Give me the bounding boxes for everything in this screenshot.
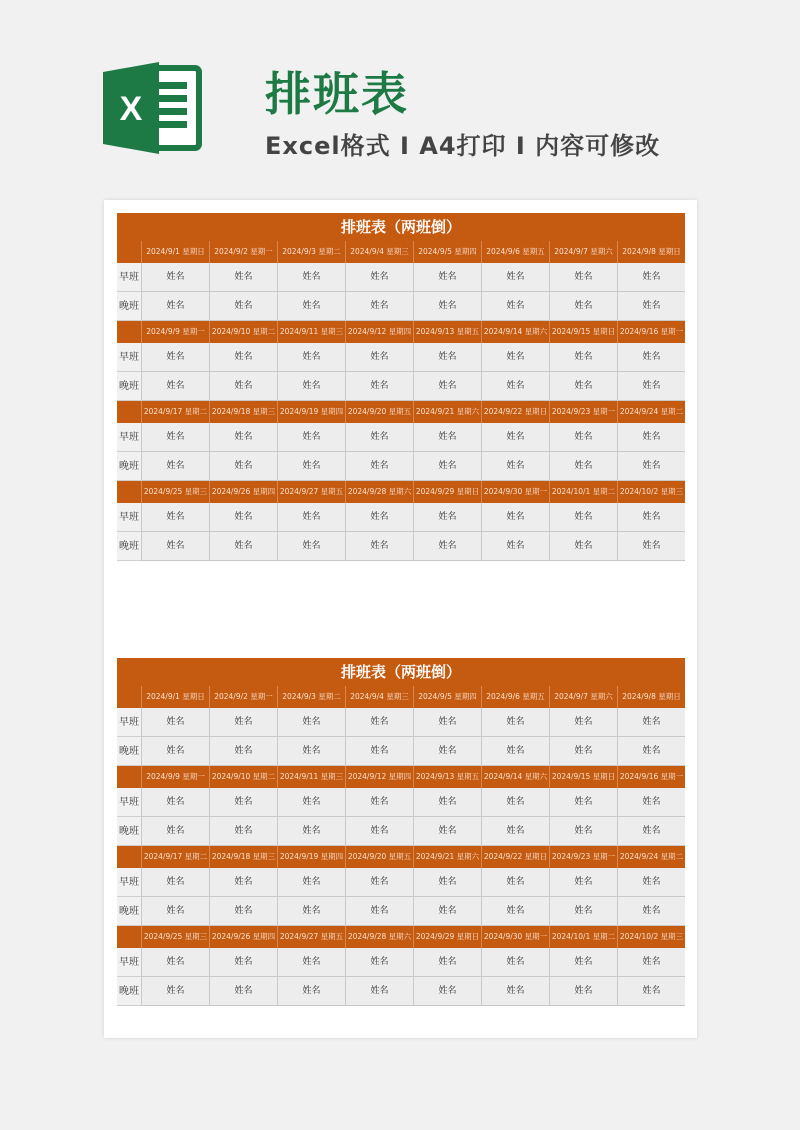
date-cell: 2024/9/7 星期六: [549, 241, 617, 263]
name-cell[interactable]: 姓名: [481, 263, 549, 292]
date-cell: 2024/9/5 星期四: [413, 686, 481, 708]
name-cell[interactable]: 姓名: [617, 263, 685, 292]
date-row-spacer: [117, 241, 141, 263]
date-cell: 2024/10/1 星期二: [549, 926, 617, 948]
name-cell[interactable]: 姓名: [617, 292, 685, 321]
date-cell: 2024/9/11 星期三: [277, 766, 345, 788]
shift-label: 晚班: [117, 372, 141, 401]
date-cell: 2024/9/26 星期四: [209, 481, 277, 503]
date-cell: 2024/9/29 星期日: [413, 926, 481, 948]
date-row-spacer: [117, 766, 141, 788]
name-cell[interactable]: 姓名: [209, 263, 277, 292]
shift-label: 晚班: [117, 532, 141, 561]
date-cell: 2024/9/18 星期三: [209, 401, 277, 423]
date-cell: 2024/9/11 星期三: [277, 321, 345, 343]
date-header-row: [117, 401, 685, 423]
name-cell[interactable]: 姓名: [345, 977, 413, 1006]
name-cell[interactable]: 姓名: [413, 452, 481, 481]
date-cell: 2024/10/2 星期三: [617, 926, 685, 948]
name-cell[interactable]: 姓名: [413, 868, 481, 897]
name-cell[interactable]: 姓名: [209, 292, 277, 321]
date-cell: 2024/9/24 星期二: [617, 846, 685, 868]
name-cell[interactable]: 姓名: [209, 372, 277, 401]
shift-label: 早班: [117, 263, 141, 292]
date-cell: 2024/9/2 星期一: [209, 686, 277, 708]
date-header-row: [117, 481, 685, 503]
date-cell: 2024/9/19 星期四: [277, 846, 345, 868]
name-cell[interactable]: 姓名: [481, 292, 549, 321]
schedule-title: 排班表（两班倒）: [117, 213, 685, 241]
date-cell: 2024/9/10 星期二: [209, 321, 277, 343]
name-cell[interactable]: 姓名: [549, 423, 617, 452]
date-cell: 2024/9/17 星期二: [141, 401, 209, 423]
schedule-table: [117, 213, 685, 561]
date-cell: 2024/9/17 星期二: [141, 846, 209, 868]
name-cell[interactable]: 姓名: [277, 263, 345, 292]
name-cell[interactable]: 姓名: [549, 708, 617, 737]
date-cell: 2024/10/1 星期二: [549, 481, 617, 503]
shift-row: [117, 977, 685, 1006]
date-cell: 2024/9/21 星期六: [413, 846, 481, 868]
name-cell[interactable]: 姓名: [277, 292, 345, 321]
name-cell[interactable]: 姓名: [413, 292, 481, 321]
date-cell: 2024/9/27 星期五: [277, 926, 345, 948]
shift-row: [117, 452, 685, 481]
date-cell: 2024/9/18 星期三: [209, 846, 277, 868]
date-cell: 2024/9/20 星期五: [345, 846, 413, 868]
name-cell[interactable]: 姓名: [209, 503, 277, 532]
shift-label: 早班: [117, 503, 141, 532]
name-cell[interactable]: 姓名: [481, 868, 549, 897]
date-row-spacer: [117, 926, 141, 948]
name-cell[interactable]: 姓名: [617, 948, 685, 977]
date-cell: 2024/9/7 星期六: [549, 686, 617, 708]
name-cell[interactable]: 姓名: [413, 423, 481, 452]
name-cell[interactable]: 姓名: [413, 343, 481, 372]
name-cell[interactable]: 姓名: [549, 532, 617, 561]
name-cell[interactable]: 姓名: [481, 977, 549, 1006]
shift-row: [117, 423, 685, 452]
name-cell[interactable]: 姓名: [277, 532, 345, 561]
name-cell[interactable]: 姓名: [277, 977, 345, 1006]
date-cell: 2024/9/14 星期六: [481, 321, 549, 343]
name-cell[interactable]: 姓名: [277, 372, 345, 401]
name-cell[interactable]: 姓名: [141, 788, 209, 817]
date-header-row: [117, 321, 685, 343]
date-header-row: [117, 926, 685, 948]
date-cell: 2024/9/6 星期五: [481, 686, 549, 708]
name-cell[interactable]: 姓名: [141, 343, 209, 372]
name-cell[interactable]: 姓名: [345, 423, 413, 452]
name-cell[interactable]: 姓名: [481, 372, 549, 401]
name-cell[interactable]: 姓名: [345, 292, 413, 321]
name-cell[interactable]: 姓名: [277, 948, 345, 977]
name-cell[interactable]: 姓名: [277, 708, 345, 737]
date-cell: 2024/9/25 星期三: [141, 481, 209, 503]
date-cell: 2024/9/26 星期四: [209, 926, 277, 948]
date-row-spacer: [117, 401, 141, 423]
name-cell[interactable]: 姓名: [345, 868, 413, 897]
date-cell: 2024/9/25 星期三: [141, 926, 209, 948]
shift-label: 早班: [117, 343, 141, 372]
name-cell[interactable]: 姓名: [277, 343, 345, 372]
name-cell[interactable]: 姓名: [209, 817, 277, 846]
date-cell: 2024/9/23 星期一: [549, 401, 617, 423]
shift-label: 晚班: [117, 817, 141, 846]
name-cell[interactable]: 姓名: [617, 343, 685, 372]
name-cell[interactable]: 姓名: [277, 503, 345, 532]
date-cell: 2024/9/5 星期四: [413, 241, 481, 263]
date-cell: 2024/9/13 星期五: [413, 321, 481, 343]
name-cell[interactable]: 姓名: [617, 897, 685, 926]
date-cell: 2024/9/24 星期二: [617, 401, 685, 423]
name-cell[interactable]: 姓名: [413, 372, 481, 401]
name-cell[interactable]: 姓名: [277, 868, 345, 897]
date-cell: 2024/9/15 星期日: [549, 766, 617, 788]
date-header-row: [117, 766, 685, 788]
shift-label: 早班: [117, 708, 141, 737]
name-cell[interactable]: 姓名: [345, 532, 413, 561]
date-cell: 2024/9/23 星期一: [549, 846, 617, 868]
shift-label: 晚班: [117, 292, 141, 321]
name-cell[interactable]: 姓名: [277, 452, 345, 481]
shift-row: [117, 737, 685, 766]
name-cell[interactable]: 姓名: [617, 423, 685, 452]
date-cell: 2024/9/16 星期一: [617, 321, 685, 343]
name-cell[interactable]: 姓名: [345, 708, 413, 737]
name-cell[interactable]: 姓名: [413, 817, 481, 846]
shift-label: 晚班: [117, 977, 141, 1006]
date-cell: 2024/9/6 星期五: [481, 241, 549, 263]
date-cell: 2024/9/15 星期日: [549, 321, 617, 343]
shift-row: [117, 708, 685, 737]
date-cell: 2024/9/21 星期六: [413, 401, 481, 423]
date-cell: 2024/9/1 星期日: [141, 241, 209, 263]
date-cell: 2024/9/3 星期二: [277, 686, 345, 708]
name-cell[interactable]: 姓名: [481, 503, 549, 532]
date-cell: 2024/9/1 星期日: [141, 686, 209, 708]
name-cell[interactable]: 姓名: [277, 737, 345, 766]
date-cell: 2024/9/2 星期一: [209, 241, 277, 263]
date-header-row: [117, 241, 685, 263]
name-cell[interactable]: 姓名: [141, 897, 209, 926]
name-cell[interactable]: 姓名: [345, 897, 413, 926]
name-cell[interactable]: 姓名: [141, 868, 209, 897]
shift-label: 早班: [117, 948, 141, 977]
page-title: 排班表: [265, 67, 409, 121]
date-cell: 2024/9/4 星期三: [345, 686, 413, 708]
name-cell[interactable]: 姓名: [413, 263, 481, 292]
name-cell[interactable]: 姓名: [345, 503, 413, 532]
date-cell: 2024/9/22 星期日: [481, 846, 549, 868]
shift-label: 早班: [117, 423, 141, 452]
name-cell[interactable]: 姓名: [141, 737, 209, 766]
shift-row: [117, 948, 685, 977]
name-cell[interactable]: 姓名: [141, 817, 209, 846]
name-cell[interactable]: 姓名: [413, 977, 481, 1006]
schedule-table: [117, 658, 685, 1006]
name-cell[interactable]: 姓名: [209, 897, 277, 926]
date-header-row: [117, 686, 685, 708]
shift-label: 晚班: [117, 737, 141, 766]
date-cell: 2024/9/14 星期六: [481, 766, 549, 788]
name-cell[interactable]: 姓名: [549, 977, 617, 1006]
shift-row: [117, 897, 685, 926]
name-cell[interactable]: 姓名: [413, 503, 481, 532]
name-cell[interactable]: 姓名: [141, 532, 209, 561]
shift-label: 早班: [117, 868, 141, 897]
date-cell: 2024/9/12 星期四: [345, 766, 413, 788]
name-cell[interactable]: 姓名: [617, 868, 685, 897]
schedule-title: 排班表（两班倒）: [117, 658, 685, 686]
name-cell[interactable]: 姓名: [481, 452, 549, 481]
name-cell[interactable]: 姓名: [617, 788, 685, 817]
date-cell: 2024/9/9 星期一: [141, 321, 209, 343]
name-cell[interactable]: 姓名: [549, 372, 617, 401]
date-cell: 2024/9/20 星期五: [345, 401, 413, 423]
name-cell[interactable]: 姓名: [345, 948, 413, 977]
shift-row: [117, 372, 685, 401]
date-cell: 2024/9/16 星期一: [617, 766, 685, 788]
name-cell[interactable]: 姓名: [413, 788, 481, 817]
name-cell[interactable]: 姓名: [413, 897, 481, 926]
name-cell[interactable]: 姓名: [481, 737, 549, 766]
name-cell[interactable]: 姓名: [209, 737, 277, 766]
date-cell: 2024/9/28 星期六: [345, 926, 413, 948]
name-cell[interactable]: 姓名: [549, 788, 617, 817]
date-row-spacer: [117, 846, 141, 868]
date-row-spacer: [117, 481, 141, 503]
date-cell: 2024/9/28 星期六: [345, 481, 413, 503]
name-cell[interactable]: 姓名: [549, 897, 617, 926]
date-cell: 2024/9/27 星期五: [277, 481, 345, 503]
date-cell: 2024/9/8 星期日: [617, 686, 685, 708]
name-cell[interactable]: 姓名: [617, 503, 685, 532]
name-cell[interactable]: 姓名: [549, 817, 617, 846]
name-cell[interactable]: 姓名: [345, 372, 413, 401]
name-cell[interactable]: 姓名: [617, 372, 685, 401]
shift-label: 晚班: [117, 897, 141, 926]
shift-label: 早班: [117, 788, 141, 817]
name-cell[interactable]: 姓名: [141, 977, 209, 1006]
name-cell[interactable]: 姓名: [277, 817, 345, 846]
date-cell: 2024/9/10 星期二: [209, 766, 277, 788]
name-cell[interactable]: 姓名: [141, 948, 209, 977]
name-cell[interactable]: 姓名: [345, 817, 413, 846]
date-cell: 2024/9/29 星期日: [413, 481, 481, 503]
name-cell[interactable]: 姓名: [617, 452, 685, 481]
date-cell: 2024/9/22 星期日: [481, 401, 549, 423]
name-cell[interactable]: 姓名: [549, 868, 617, 897]
shift-row: [117, 263, 685, 292]
name-cell[interactable]: 姓名: [345, 788, 413, 817]
name-cell[interactable]: 姓名: [141, 708, 209, 737]
name-cell[interactable]: 姓名: [209, 708, 277, 737]
shift-row: [117, 292, 685, 321]
excel-logo-icon: [103, 62, 203, 154]
name-cell[interactable]: 姓名: [617, 817, 685, 846]
date-cell: 2024/9/4 星期三: [345, 241, 413, 263]
name-cell[interactable]: 姓名: [617, 708, 685, 737]
date-cell: 2024/9/13 星期五: [413, 766, 481, 788]
name-cell[interactable]: 姓名: [413, 948, 481, 977]
name-cell[interactable]: 姓名: [413, 532, 481, 561]
name-cell[interactable]: 姓名: [549, 452, 617, 481]
name-cell[interactable]: 姓名: [549, 343, 617, 372]
date-cell: 2024/9/9 星期一: [141, 766, 209, 788]
date-row-spacer: [117, 686, 141, 708]
date-cell: 2024/9/12 星期四: [345, 321, 413, 343]
name-cell[interactable]: 姓名: [413, 708, 481, 737]
name-cell[interactable]: 姓名: [617, 977, 685, 1006]
name-cell[interactable]: 姓名: [413, 737, 481, 766]
name-cell[interactable]: 姓名: [141, 292, 209, 321]
name-cell[interactable]: 姓名: [209, 977, 277, 1006]
shift-row: [117, 343, 685, 372]
name-cell[interactable]: 姓名: [481, 817, 549, 846]
shift-row: [117, 788, 685, 817]
name-cell[interactable]: 姓名: [481, 897, 549, 926]
date-cell: 2024/9/8 星期日: [617, 241, 685, 263]
name-cell[interactable]: 姓名: [481, 343, 549, 372]
name-cell[interactable]: 姓名: [549, 948, 617, 977]
name-cell[interactable]: 姓名: [141, 263, 209, 292]
date-cell: 2024/9/19 星期四: [277, 401, 345, 423]
name-cell[interactable]: 姓名: [345, 452, 413, 481]
name-cell[interactable]: 姓名: [481, 423, 549, 452]
shift-row: [117, 817, 685, 846]
shift-row: [117, 503, 685, 532]
name-cell[interactable]: 姓名: [549, 737, 617, 766]
name-cell[interactable]: 姓名: [277, 897, 345, 926]
name-cell[interactable]: 姓名: [617, 737, 685, 766]
name-cell[interactable]: 姓名: [481, 948, 549, 977]
name-cell[interactable]: 姓名: [481, 708, 549, 737]
name-cell[interactable]: 姓名: [277, 788, 345, 817]
name-cell[interactable]: 姓名: [209, 423, 277, 452]
name-cell[interactable]: 姓名: [549, 263, 617, 292]
name-cell[interactable]: 姓名: [209, 343, 277, 372]
name-cell[interactable]: 姓名: [345, 343, 413, 372]
name-cell[interactable]: 姓名: [277, 423, 345, 452]
shift-row: [117, 868, 685, 897]
shift-row: [117, 532, 685, 561]
name-cell[interactable]: 姓名: [549, 292, 617, 321]
page-subtitle: Excel格式 I A4打印 I 内容可修改: [265, 132, 661, 160]
page-header: [0, 0, 800, 190]
date-cell: 2024/9/3 星期二: [277, 241, 345, 263]
date-cell: 2024/9/30 星期一: [481, 481, 549, 503]
name-cell[interactable]: 姓名: [141, 503, 209, 532]
name-cell[interactable]: 姓名: [141, 372, 209, 401]
shift-label: 晚班: [117, 452, 141, 481]
date-cell: 2024/9/30 星期一: [481, 926, 549, 948]
name-cell[interactable]: 姓名: [209, 788, 277, 817]
date-row-spacer: [117, 321, 141, 343]
name-cell[interactable]: 姓名: [141, 423, 209, 452]
name-cell[interactable]: 姓名: [141, 452, 209, 481]
name-cell[interactable]: 姓名: [345, 737, 413, 766]
name-cell[interactable]: 姓名: [481, 788, 549, 817]
name-cell[interactable]: 姓名: [481, 532, 549, 561]
date-cell: 2024/10/2 星期三: [617, 481, 685, 503]
name-cell[interactable]: 姓名: [209, 532, 277, 561]
name-cell[interactable]: 姓名: [209, 868, 277, 897]
name-cell[interactable]: 姓名: [617, 532, 685, 561]
date-header-row: [117, 846, 685, 868]
name-cell[interactable]: 姓名: [345, 263, 413, 292]
name-cell[interactable]: 姓名: [209, 948, 277, 977]
name-cell[interactable]: 姓名: [549, 503, 617, 532]
name-cell[interactable]: 姓名: [209, 452, 277, 481]
svg-text:X: X: [119, 90, 143, 128]
